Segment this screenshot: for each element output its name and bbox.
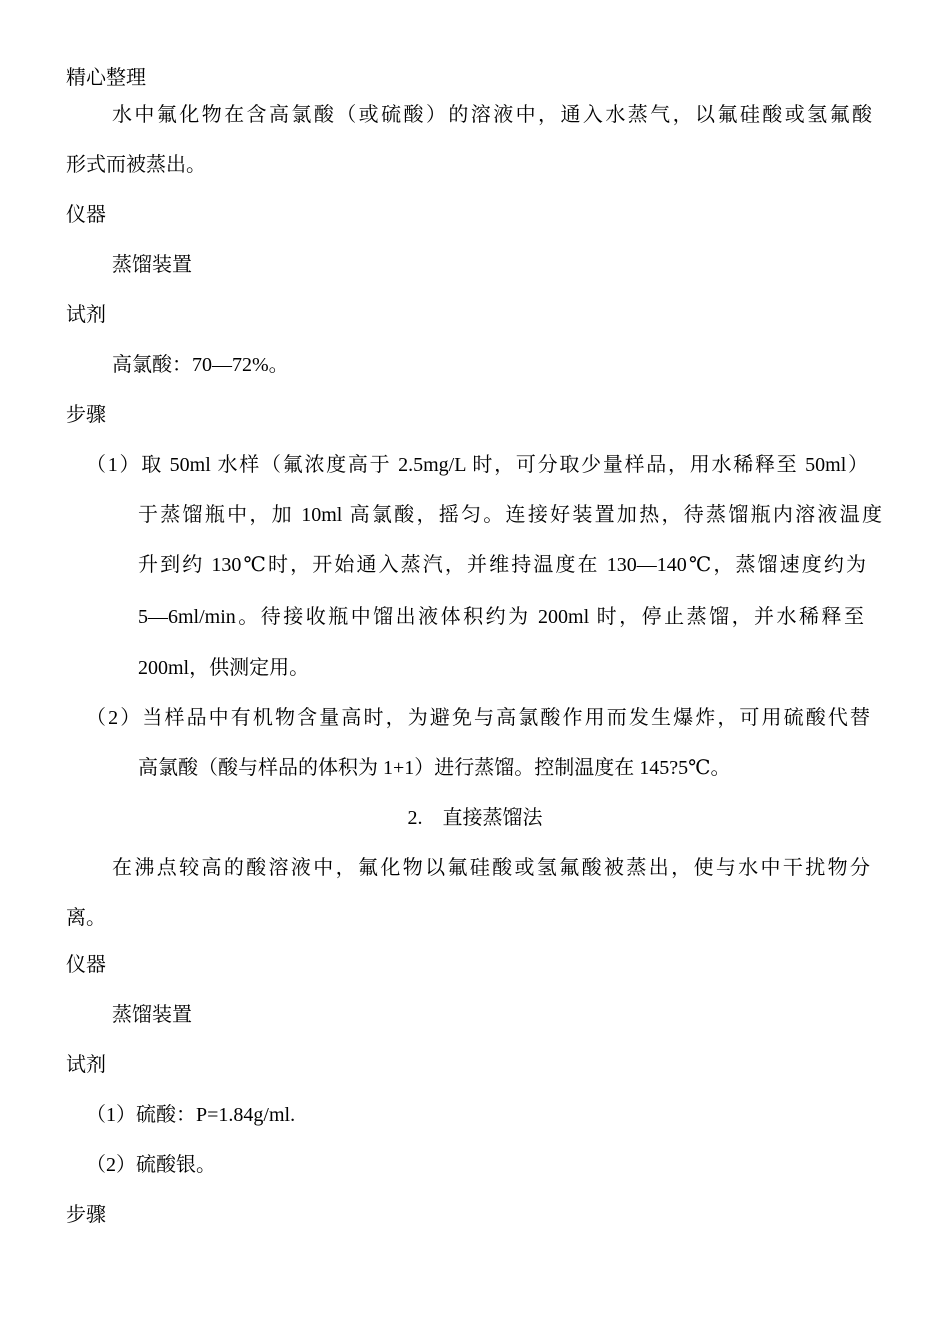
section2-heading: 2. 直接蒸馏法 — [407, 807, 543, 829]
section2-instruments-item: 蒸馏装置 — [112, 1004, 192, 1026]
step1-line-5: 200ml，供测定用。 — [138, 657, 310, 679]
header-text: 精心整理 — [66, 67, 146, 89]
reagents-item: 高氯酸：70—72%。 — [112, 354, 289, 376]
step2-line-1: （2）当样品中有机物含量高时，为避免与高氯酸作用而发生爆炸，可用硫酸代替 — [86, 707, 870, 729]
steps-heading: 步骤 — [66, 404, 106, 426]
section2-reagents-heading: 试剂 — [66, 1054, 106, 1076]
instruments-item: 蒸馏装置 — [112, 254, 192, 276]
section2-instruments-heading: 仪器 — [66, 954, 106, 976]
step1-line-4: 5—6ml/min。待接收瓶中馏出液体积约为 200ml 时，停止蒸馏，并水稀释至 — [138, 606, 864, 628]
step2-line-2: 高氯酸（酸与样品的体积为 1+1）进行蒸馏。控制温度在 145?5℃。 — [138, 757, 731, 779]
section2-steps-heading: 步骤 — [66, 1204, 106, 1226]
section2-reagent-2: （2）硫酸银。 — [86, 1154, 216, 1176]
step1-line-1: （1）取 50ml 水样（氟浓度高于 2.5mg/L 时，可分取少量样品，用水稀释至 50ml） — [86, 454, 868, 476]
section2-intro-line-2: 离。 — [66, 907, 106, 929]
section2-reagent-1: （1）硫酸：P=1.84g/ml. — [86, 1104, 296, 1126]
intro-line-2: 形式而被蒸出。 — [66, 154, 206, 176]
step1-line-2: 于蒸馏瓶中，加 10ml 高氯酸，摇匀。连接好装置加热，待蒸馏瓶内溶液温度 — [138, 504, 882, 526]
step1-line-3: 升到约 130℃时，开始通入蒸汽，并维持温度在 130—140℃，蒸馏速度约为 — [138, 554, 866, 576]
instruments-heading: 仪器 — [66, 204, 106, 226]
intro-line-1: 水中氟化物在含高氯酸（或硫酸）的溶液中，通入水蒸气，以氟硅酸或氢氟酸 — [112, 104, 872, 126]
reagents-heading: 试剂 — [66, 304, 106, 326]
section2-intro-line-1: 在沸点较高的酸溶液中，氟化物以氟硅酸或氢氟酸被蒸出，使与水中干扰物分 — [112, 857, 870, 879]
